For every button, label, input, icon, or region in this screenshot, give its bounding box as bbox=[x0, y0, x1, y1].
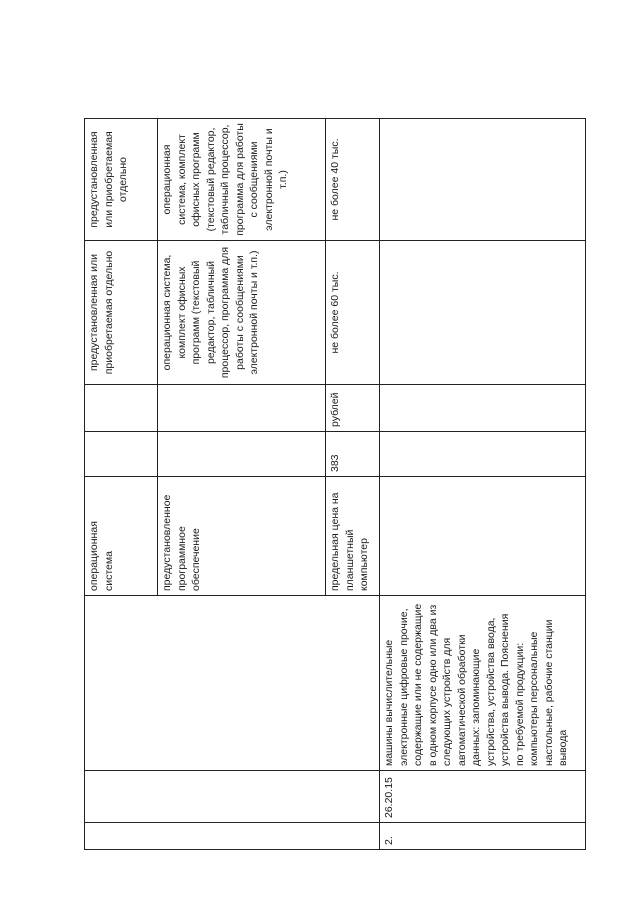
table-border-bottom bbox=[84, 849, 586, 850]
cell-price-value-extra bbox=[326, 119, 379, 240]
req-software-extra: операционная система, комплект офисных программ (текстовый редактор, табличный процессор, программа для работы с сообщениями электронной почты и т.п.) bbox=[161, 123, 289, 236]
cell-price-code bbox=[326, 432, 379, 476]
cell-row2-number bbox=[380, 823, 585, 849]
cell-req-software-extra bbox=[158, 119, 325, 240]
price-code: 383 bbox=[329, 454, 341, 472]
row2-okpd-code: 26.20.15 bbox=[383, 777, 395, 818]
row2-description: машины вычислительные электронные цифровые прочие, содержащие или не содержащие в одном корпусе одно или два из следующих устройств для автоматической обработки данных: запоминающие устройства, устройства ввода, устройства вывода. Пояснения по требуемой продукции: компьютеры персональные настольные, рабочие станции вывода bbox=[383, 603, 569, 766]
cell-row2-code bbox=[380, 771, 585, 822]
param-price: предельная цена на планшетный компьютер bbox=[329, 492, 370, 591]
cell-req-os-extra bbox=[85, 119, 157, 240]
cell-param-os bbox=[85, 477, 157, 595]
cell-req-software bbox=[158, 241, 325, 384]
cell-param-price bbox=[326, 477, 379, 595]
cell-price-value bbox=[326, 241, 379, 384]
price-value: не более 60 тыс. bbox=[329, 271, 341, 354]
cell-param-software bbox=[158, 477, 325, 595]
cell-row2-description bbox=[380, 596, 585, 770]
param-software: предустановленное программное обеспечение bbox=[161, 494, 202, 591]
cell-price-unit bbox=[326, 385, 379, 431]
cell-req-os bbox=[85, 241, 157, 384]
req-software: операционная система, комплект офисных программ (текстовый редактор, табличный процессор, программа для работы с сообщениями электронной почты и т.п.) bbox=[161, 246, 260, 379]
param-os: операционная система bbox=[88, 521, 115, 591]
table-border-right bbox=[585, 118, 586, 850]
price-unit: рублей bbox=[329, 392, 341, 427]
row2-number: 2. bbox=[383, 836, 395, 845]
price-value-extra: не более 40 тыс. bbox=[329, 138, 341, 221]
req-os: предустановленная или приобретаемая отдельно bbox=[88, 250, 115, 375]
req-os-extra: предустановленная или приобретаемая отдельно bbox=[88, 131, 129, 228]
